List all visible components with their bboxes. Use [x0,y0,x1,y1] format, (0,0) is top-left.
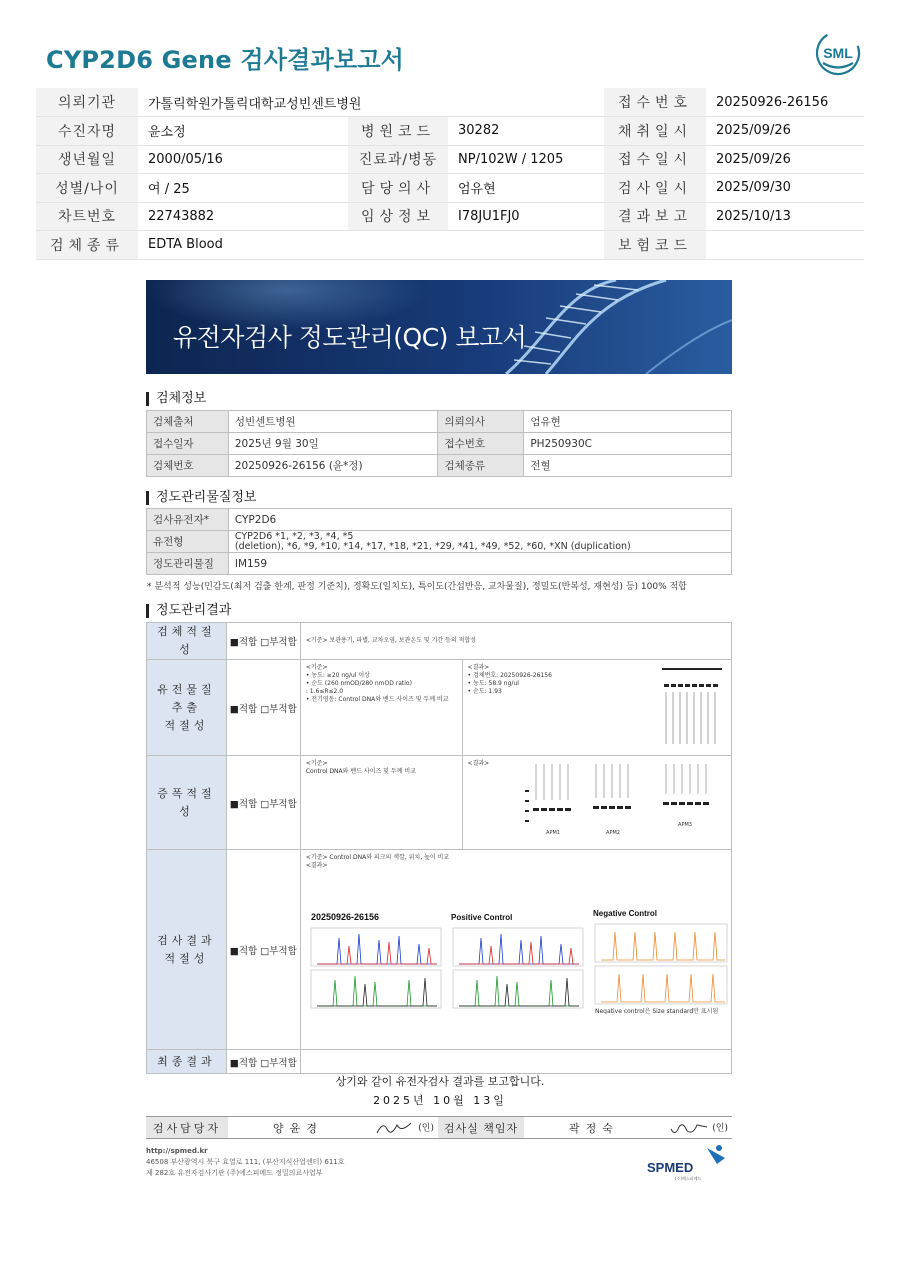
checkbox-specimen-fit [226,623,300,660]
value-chief-name: 곽정숙 [524,1117,664,1139]
label-department-ward: 진료과/병동 [348,145,448,174]
sml-logo [815,30,861,76]
report-title: CYP2D6 Gene 검사결과보고서 [46,46,405,74]
criteria-specimen-fit: <기준> 보관용기, 파별, 교차오염, 보관온도 및 기간 등의 적합성 [300,623,731,660]
result-extraction-title: <결과> [467,664,490,671]
gel-label-apm3: APM3 [677,822,692,828]
seal-text: (인) [712,1123,728,1133]
signature-chief-icon [669,1119,709,1137]
value-receipt-date: 2025/09/26 [706,145,864,174]
footer-license: 제 282호 유전자검사기관 (주)에스피메드 정밀의료사업부 [146,1169,323,1177]
label-insurance-code: 보험코드 [604,231,706,260]
panel-title-sample: 20250926-26156 [310,912,379,922]
value-qc-specimen-type: 전혈 [524,455,732,477]
footer-address: 46508 부산광역시 북구 효열로 111, (부산지식산업센터) 611호 [146,1158,345,1166]
label-patient-name: 수진자명 [36,117,138,146]
section-heading-qc-result: 정도관리결과 [146,604,231,618]
value-test-gene: CYP2D6 [228,509,731,531]
value-collection-date: 2025/09/26 [706,117,864,146]
criteria-extraction [300,660,462,756]
result-amplification-title: <결과> [467,760,490,767]
result-extraction-line: • 검체번호: 20250926-26156 [467,672,552,679]
value-genotype [228,531,731,553]
panel-title-positive: Positive Control [450,913,513,922]
checkbox-final-result [226,1050,300,1074]
value-specimen-number: 20250926-26156 (윤*정) [228,455,438,477]
criteria-amplification-text: Control DNA와 밴드 사이즈 및 두께 비교 [305,768,416,775]
genotype-line-2: (deletion), *6, *9, *10, *14, *17, *18, *21, *29, *41, *49, *52, *60, *XN (duplication) [234,540,631,552]
gel-label-apm2: APM2 [605,830,620,836]
specimen-info-table [146,410,732,477]
value-requesting-doctor: 엄유현 [524,411,732,433]
label-qc-material: 정도관리물질 [147,553,229,575]
spmed-logo-sub: (주)에스피메드 [675,1176,702,1181]
label-birth-date: 생년월일 [36,145,138,174]
value-test-date: 2025/09/30 [706,174,864,203]
material-info-table [146,508,732,575]
value-qc-material: IM159 [228,553,731,575]
check-pass: ■적합 [229,637,258,648]
banner-title: 유전자검사 정도관리(QC) 보고서 [173,323,527,352]
signature-tester-icon [375,1119,415,1137]
value-result-report: 2025/10/13 [706,202,864,231]
value-birth-date: 2000/05/16 [138,145,348,174]
label-specimen-fit: 검체적절성 [147,623,227,660]
criteria-result-fit: <기준> Control DNA와 피크의 색깔, 위치, 높이 비교 [305,854,450,861]
patient-info-table [36,88,864,260]
label-amplification-fit: 증폭적절성 [147,756,227,850]
panel-title-negative: Negative Control [592,910,657,918]
criteria-extraction-line: • 농도: ≥20 ng/ul 이상 [305,672,370,679]
label-test-gene: 검사유전자* [147,509,229,531]
electropherogram-image [307,910,731,1014]
qc-result-table [146,622,732,1074]
final-result-empty [300,1050,731,1074]
value-requesting-institution: 가톨릭학원가톨릭대학교성빈센트병원 [138,88,604,117]
result-fit-title: <결과> [305,862,328,869]
spmed-logo-text: SPMED [647,1160,694,1175]
criteria-extraction-line: • 순도 (260 nmOD/280 nmOD ratio) [305,680,412,687]
label-hospital-code: 병원코드 [348,117,448,146]
label-specimen-type: 검체종류 [36,231,138,260]
label-requesting-doctor: 의뢰의사 [438,411,524,433]
check-fail: □부적합 [260,1057,297,1069]
label-sex-age: 성별/나이 [36,174,138,203]
result-extraction-line: • 농도: 58.9 ng/ul [467,680,519,687]
signature-table [146,1116,732,1139]
label-specimen-number: 검체번호 [147,455,229,477]
label-extraction-line-2: 적절성 [164,718,209,732]
label-result-report: 결과보고 [604,202,706,231]
value-patient-name: 윤소정 [138,117,348,146]
value-specimen-type: EDTA Blood [138,231,604,260]
label-receipt-day: 접수일자 [147,433,229,455]
value-attending-doctor: 엄유현 [448,174,604,203]
criteria-extraction-line: • 전기영동: Control DNA와 밴드 사이즈 및 두께 비교 [305,696,449,703]
sml-logo-text: SML [823,45,853,61]
label-requesting-institution: 의뢰기관 [36,88,138,117]
check-pass: ■적합 [229,945,258,957]
result-fit-panel [300,850,731,1050]
negative-control-note: Negative control은 Size standard만 표시됨 [594,1008,719,1014]
label-attending-doctor: 담당의사 [348,174,448,203]
criteria-extraction-title: <기준> [305,664,328,671]
seal-chief [664,1117,732,1139]
label-final-result: 최종결과 [147,1050,227,1074]
value-qc-accession-number: PH250930C [524,433,732,455]
label-test-date: 검사일시 [604,174,706,203]
section-heading-material: 정도관리물질정보 [146,491,256,505]
label-receipt-date: 접수일시 [604,145,706,174]
label-accession-number: 접수번호 [604,88,706,117]
value-tester-name: 양윤경 [228,1117,368,1139]
result-extraction [462,660,731,756]
section-heading-specimen: 검체정보 [146,392,206,406]
check-pass: ■적합 [229,1057,258,1069]
value-department-ward: NP/102W / 1205 [448,145,604,174]
criteria-amplification-title: <기준> [305,760,328,767]
check-pass: ■적합 [229,703,258,715]
label-qc-accession-number: 접수번호 [438,433,524,455]
value-insurance-code [706,231,864,260]
seal-text: (인) [418,1123,434,1133]
label-collection-date: 채취일시 [604,117,706,146]
footer [146,1146,345,1179]
spmed-logo [645,1142,735,1182]
value-clinical-info: I78JU1FJ0 [448,202,604,231]
label-qc-specimen-type: 검체종류 [438,455,524,477]
label-result-line-2: 적절성 [164,951,209,965]
label-specimen-source: 검체출처 [147,411,229,433]
seal-tester [368,1117,438,1139]
label-genotype: 유전형 [147,531,229,553]
genotype-line-1: CYP2D6 *1, *2, *3, *4, *5 [234,530,354,542]
amplification-gel-image [523,760,729,844]
check-fail: □부적합 [260,703,297,715]
check-fail: □부적합 [260,798,297,810]
result-amplification [462,756,731,850]
performance-note: * 분석적 성능(민감도(최저 검출 한계, 판정 기준치), 정확도(일치도), 특이도(간섭반응, 교차물질), 정밀도(반복성, 재현성) 등) 100% 적합 [147,582,687,592]
checkbox-result-fit [226,850,300,1050]
value-accession-number: 20250926-26156 [706,88,864,117]
criteria-extraction-line: : 1.6≤R≤2.0 [305,688,344,695]
extraction-gel-image [659,664,725,750]
label-result-line-1: 검사결과 [157,933,216,947]
value-chart-number: 22743882 [138,202,348,231]
check-fail: □부적합 [260,945,297,957]
label-chart-number: 차트번호 [36,202,138,231]
gel-label-apm1: APM1 [545,830,560,836]
checkbox-amplification-fit [226,756,300,850]
report-date: 2025년 10월 13일 [373,1094,507,1107]
criteria-amplification [300,756,462,850]
label-lab-chief: 검사실 책임자 [438,1117,524,1139]
label-extraction-fit [147,660,227,756]
closing-statement: 상기와 같이 유전자검사 결과를 보고합니다. [335,1075,545,1088]
check-fail: □부적합 [260,637,297,648]
value-sex-age: 여 / 25 [138,174,348,203]
value-receipt-day: 2025년 9월 30일 [228,433,438,455]
check-pass: ■적합 [229,798,258,810]
label-tester: 검사담당자 [146,1117,228,1139]
qc-banner [146,280,732,374]
value-hospital-code: 30282 [448,117,604,146]
footer-url: http://spmed.kr [146,1147,208,1155]
label-clinical-info: 임상정보 [348,202,448,231]
label-result-fit [147,850,227,1050]
result-extraction-line: • 순도: 1.93 [467,688,502,695]
checkbox-extraction-fit [226,660,300,756]
label-extraction-line-1: 유전물질추출 [157,682,216,714]
value-specimen-source: 성빈센트병원 [228,411,438,433]
